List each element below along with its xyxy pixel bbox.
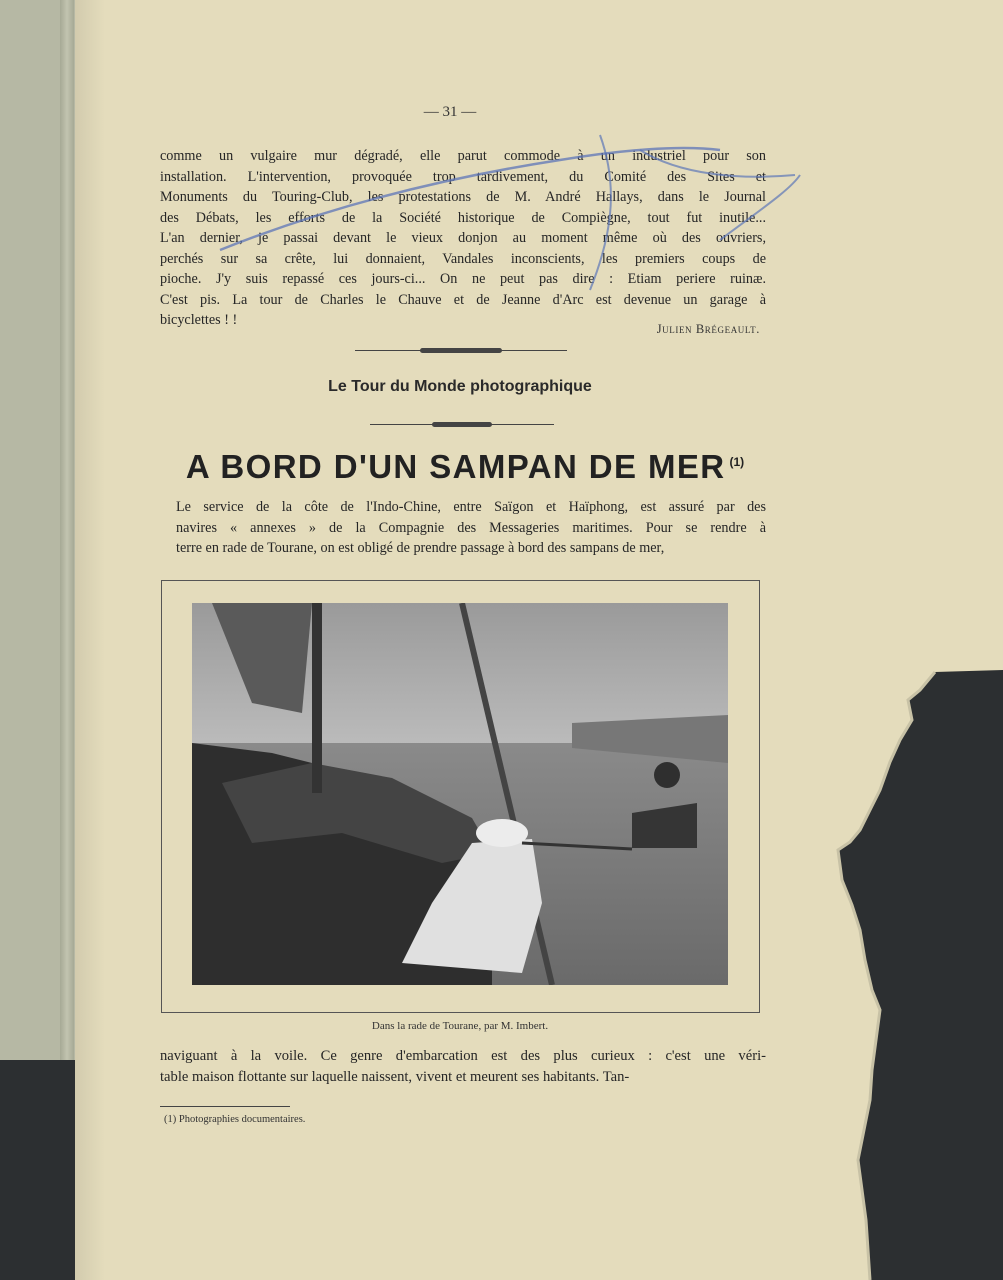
photo-caption: Dans la rade de Tourane, par M. Imbert. <box>371 1020 549 1032</box>
photograph-sampan <box>192 603 728 985</box>
text-line: installation. L'intervention, provoquée trop tardivement, du Comité des Sites et <box>160 168 766 185</box>
text-line: pioche. J'y suis repassé ces jours-ci... On ne peut pas dire : Etiam periere ruinæ. <box>160 271 766 287</box>
article-intro <box>160 497 766 559</box>
text-line: Monuments du Touring-Club, les protestations de M. André Hallays, dans le Journal <box>160 189 766 205</box>
rule-ornament <box>432 422 492 427</box>
article-title-text: A BORD D'UN SAMPAN DE MER <box>185 448 726 485</box>
text-line: bicyclettes ! ! <box>160 312 238 328</box>
footnote: (1) Photographies documentaires. <box>164 1114 306 1125</box>
page-number: — 31 — <box>423 104 477 120</box>
text-line: naviguant à la voile. Ce genre d'embarcation est des plus curieux : c'est une véri- <box>160 1048 766 1064</box>
text-line: table maison flottante sur laquelle naissent, vivent et meurent ses habitants. Tan- <box>160 1068 630 1085</box>
section-title: Le Tour du Monde photographique <box>328 378 592 395</box>
text-line: Le service de la côte de l'Indo-Chine, entre Saïgon et Haïphong, est assuré par des <box>176 499 766 515</box>
text-line: perchés sur sa crête, lui donnaient, Vandales inconscients, les premiers coups de <box>160 250 766 267</box>
text-line: des Débats, les efforts de la Société historique de Compiègne, tout fut inutile... <box>160 209 766 226</box>
article-title <box>160 448 770 486</box>
text-line: L'an dernier, je passai devant le vieux donjon au moment même où des ouvriers, <box>160 230 766 246</box>
text-line: comme un vulgaire mur dégradé, elle parut commode à un industriel pour son <box>160 148 766 164</box>
text-line: navires « annexes » de la Compagnie des Messageries maritimes. Pour se rendre à <box>176 519 766 536</box>
text-line: C'est pis. La tour de Charles le Chauve et de Jeanne d'Arc est devenue un garage à <box>160 291 766 308</box>
previous-article-text <box>160 146 766 331</box>
rule-ornament <box>420 348 502 353</box>
footnote-marker: (1) <box>729 455 745 469</box>
article-continuation <box>160 1046 766 1087</box>
author-signature: Julien Brégeault. <box>656 322 760 336</box>
footnote-rule <box>160 1106 290 1107</box>
text-line: terre en rade de Tourane, on est obligé de prendre passage à bord des sampans de mer, <box>176 540 665 556</box>
